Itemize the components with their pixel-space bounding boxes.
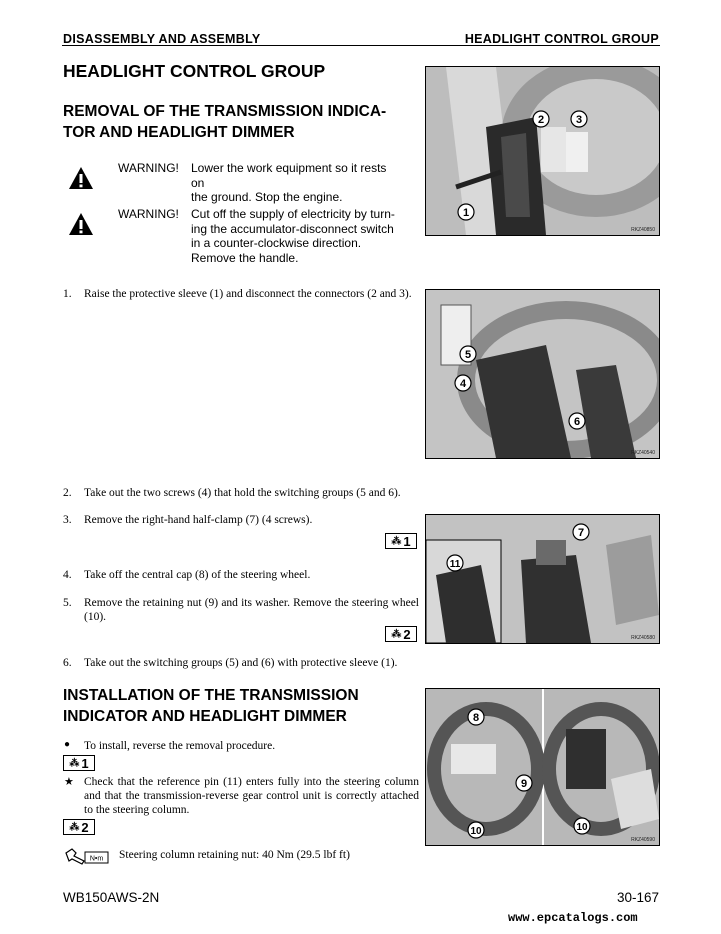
warning-line: ing the accumulator-disconnect switch [191,221,394,236]
callout-6 [569,413,585,429]
svg-text:5: 5 [464,349,472,361]
step-text: Take out the two screws (4) that hold the switching groups (5 and 6). [84,487,401,499]
svg-text:10: 10 [576,822,588,833]
callout-10 [468,822,484,838]
bullet-icon: ● [64,739,71,750]
warning-label: WARNING! [118,161,179,175]
callout-5 [460,346,476,362]
svg-text:7: 7 [577,527,585,539]
callout-9 [516,775,532,791]
step-text: Remove the retaining nut (9) and its washer. Remove the steering wheel (10). [84,597,419,623]
step-6 [63,656,419,672]
svg-text:2: 2 [537,114,545,126]
figure-1-illustration [426,67,659,235]
step-1 [63,287,419,317]
figure-1-photo [425,66,660,236]
reference-number: 2 [403,626,411,642]
star-icon: ★ [64,776,74,788]
installation-heading [63,685,413,727]
reference-number: 1 [403,533,411,549]
svg-text:10: 10 [470,826,482,837]
step-number: 2. [63,487,72,499]
svg-text:6: 6 [573,416,581,428]
step-number: 5. [63,597,72,609]
installation-heading-line-2: INDICATOR AND HEADLIGHT DIMMER [63,708,347,725]
footer-model: WB150AWS-2N [63,890,160,905]
step-text: Take off the central cap (8) of the steering wheel. [84,569,311,581]
asterisk-icon: ⁂ [69,757,80,769]
figure-code: RKZ40540 [631,450,655,456]
removal-heading [63,101,413,143]
svg-text:11: 11 [449,559,461,570]
removal-heading-line-2: TOR AND HEADLIGHT DIMMER [63,124,295,141]
step-text: Take out the switching groups (5) and (6) with protective sleeve (1). [84,657,398,669]
callout-1 [458,204,474,220]
svg-text:3: 3 [575,114,583,126]
warning-line: the ground. Stop the engine. [191,190,343,204]
step-number: 6. [63,657,72,669]
step-5 [63,596,419,626]
warning-line: Lower the work equipment so it rests on [191,161,387,190]
callout-10 [574,818,590,834]
removal-heading-line-1: REMOVAL OF THE TRANSMISSION INDICA- [63,103,387,120]
step-number: 4. [63,569,72,581]
svg-text:4: 4 [459,378,467,390]
figure-4-photo [425,688,660,846]
callout-7 [573,524,589,540]
figure-3-illustration [426,515,659,643]
header-rule [62,45,660,46]
warning-text [191,207,401,265]
step-number: 3. [63,514,72,526]
figure-code: RKZ40590 [631,837,655,843]
callout-3 [571,111,587,127]
figure-code: RKZ40850 [631,227,655,233]
figure-4-illustration [426,689,659,845]
reference-mark-2 [63,819,95,835]
svg-text:1: 1 [462,207,470,219]
reference-mark-1 [63,755,95,771]
reference-number: 2 [81,819,89,835]
wrench-icon [64,847,110,867]
step-2 [63,486,419,502]
step-number: 1. [63,288,72,300]
reference-mark-2 [385,626,417,642]
torque-spec: Steering column retaining nut: 40 Nm (29.5 lbf ft) [119,849,350,861]
header-section-title: DISASSEMBLY AND ASSEMBLY [63,32,261,46]
warning-triangle-icon [68,212,94,236]
callout-4 [455,375,471,391]
watermark-url[interactable]: www.epcatalogs.com [508,911,638,925]
warning-triangle-icon [68,166,94,190]
figure-3-photo [425,514,660,644]
figure-code: RKZ40580 [631,635,655,641]
step-text: Raise the protective sleeve (1) and disconnect the connectors (2 and 3). [84,288,412,300]
warning-line: Cut off the supply of electricity by turn- [191,207,395,221]
step-text: Remove the right-hand half-clamp (7) (4 screws). [84,514,313,526]
svg-text:N•m: N•m [89,855,104,863]
svg-text:9: 9 [520,778,528,790]
warning-line: in a counter-clockwise direction. [191,236,362,250]
warning-label: WARNING! [118,207,179,221]
figure-2-photo [425,289,660,459]
callout-8 [468,709,484,725]
footer-page-number: 30-167 [616,890,659,905]
asterisk-icon: ⁂ [391,628,402,640]
asterisk-icon: ⁂ [391,535,402,547]
torque-wrench-icon [64,847,110,867]
note-text: Check that the reference pin (11) enters fully into the steering column and that the transmission-reverse gear control unit is correctly attached to the steering column. [84,776,419,816]
callout-2 [533,111,549,127]
step-4 [63,568,419,584]
reference-mark-1 [385,533,417,549]
page-title: HEADLIGHT CONTROL GROUP [63,61,326,81]
asterisk-icon: ⁂ [69,821,80,833]
header-group-title: HEADLIGHT CONTROL GROUP [464,32,659,46]
warning-text [191,161,401,205]
step-3 [63,513,419,529]
svg-text:8: 8 [472,712,480,724]
bullet-text: To install, reverse the removal procedure. [84,740,276,752]
warning-line: Remove the handle. [191,250,299,265]
installation-heading-line-1: INSTALLATION OF THE TRANSMISSION [63,687,359,704]
reference-number: 1 [81,755,89,771]
callout-11 [447,555,463,571]
figure-2-illustration [426,290,659,458]
